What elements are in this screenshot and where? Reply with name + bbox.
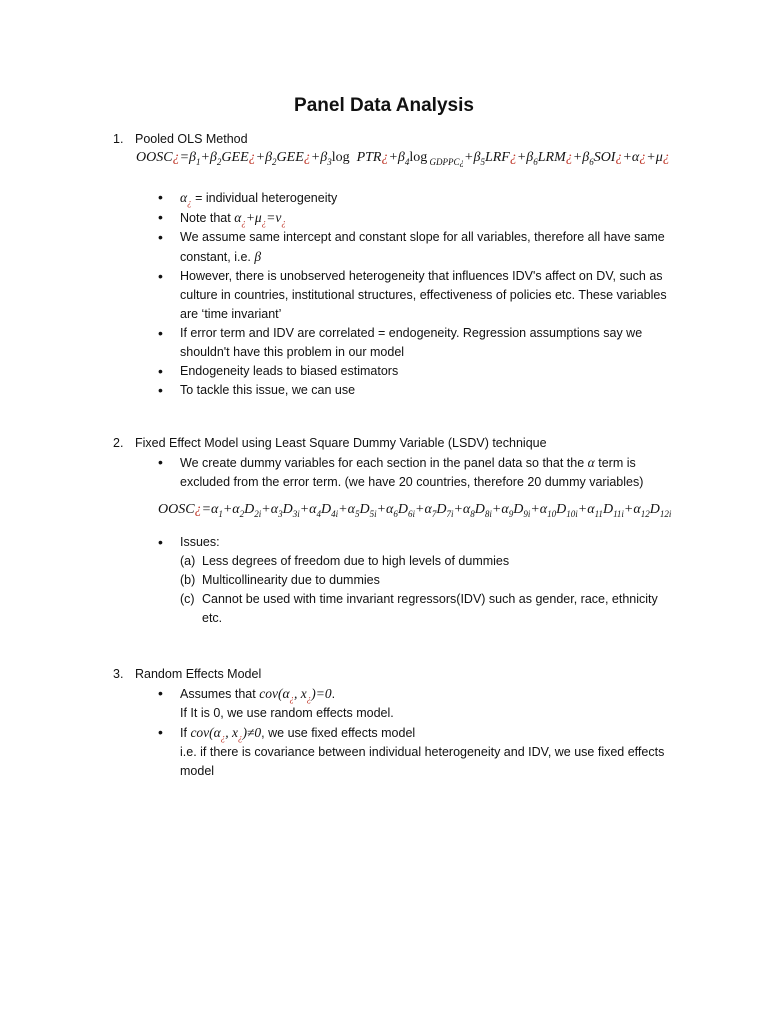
section-3-heading: 3. Random Effects Model xyxy=(113,667,262,681)
list-item: • Issues: xyxy=(158,533,688,552)
list-item: • Assumes that $cov(\alpha_¿$, $x_¿)=0$. If It is 0, we use random effects model. xyxy=(158,684,688,723)
section-2-issues-bullet xyxy=(158,533,688,552)
list-item: • Endogeneity leads to biased estimators xyxy=(158,362,688,381)
issue-item: (c) Cannot be used with time invariant regressors(IDV) such as gender, race, ethnicity etc. xyxy=(180,592,658,625)
section-2-bullets xyxy=(158,453,688,492)
list-item: • However, there is unobserved heterogeneity that influences IDV's affect on DV, such as culture in countries, institutional structures, effectiveness of policies etc. These variables are ‘time invariant’ xyxy=(158,267,688,324)
list-item: • We create dummy variables for each section in the panel data so that the α term is excluded from the error term. (we have 20 countries, therefore 20 dummy variables) xyxy=(158,453,688,492)
pooled-ols-equation: $OOSC¿=\beta_1+\beta_2GEE¿+\beta_2GEE¿+\beta_3\log$ $PTR¿+\beta_4\log$ $_{GDPPC¿}+\beta_5LRF¿+\beta_6LRM¿+\beta_6SOI¿+\alpha¿+\mu¿$ xyxy=(136,150,670,167)
list-item: • To tackle this issue, we can use xyxy=(158,381,688,400)
section-1-heading: 1. Pooled OLS Method xyxy=(113,132,248,146)
list-item: • If error term and IDV are correlated = endogeneity. Regression assumptions say we shouldn't have this problem in our model xyxy=(158,324,688,362)
page-title: Panel Data Analysis xyxy=(294,95,474,116)
list-item: • $\alpha_¿$ = individual heterogeneity xyxy=(158,188,688,208)
section-3-bullets xyxy=(158,684,688,781)
list-item: • We assume same intercept and constant slope for all variables, therefore all have same constant, i.e. β xyxy=(158,228,688,267)
issue-item: (a) Less degrees of freedom due to high levels of dummies xyxy=(180,554,510,568)
section-2-heading: 2. Fixed Effect Model using Least Square Dummy Variable (LSDV) technique xyxy=(113,436,547,450)
section-1-bullets xyxy=(158,188,688,400)
issues-list xyxy=(180,552,680,628)
list-item: • If $cov(\alpha_¿$, $x_¿)\ne 0$, we use fixed effects model i.e. if there is covariance between individual heterogeneity and IDV, we use fixed effects model xyxy=(158,723,688,781)
lsdv-equation: $OOSC¿=\alpha_1+\alpha_2D_{2i}+\alpha_3D_{3i}+\alpha_4D_{4i}+\alpha_5D_{5i}+\alpha_6D_{6i}+\alpha_7D_{7i}+\alpha_8D_{8i}+\alpha_9D_{9i}+\alpha_{10}D_{10i}+\alpha_{11}D_{11i}+\alpha_{12}D_{12i}$ xyxy=(158,502,672,519)
issue-item: (b) Multicollinearity due to dummies xyxy=(180,573,380,587)
list-item: • Note that $\alpha_¿+\mu_¿=v_¿$ xyxy=(158,208,688,228)
